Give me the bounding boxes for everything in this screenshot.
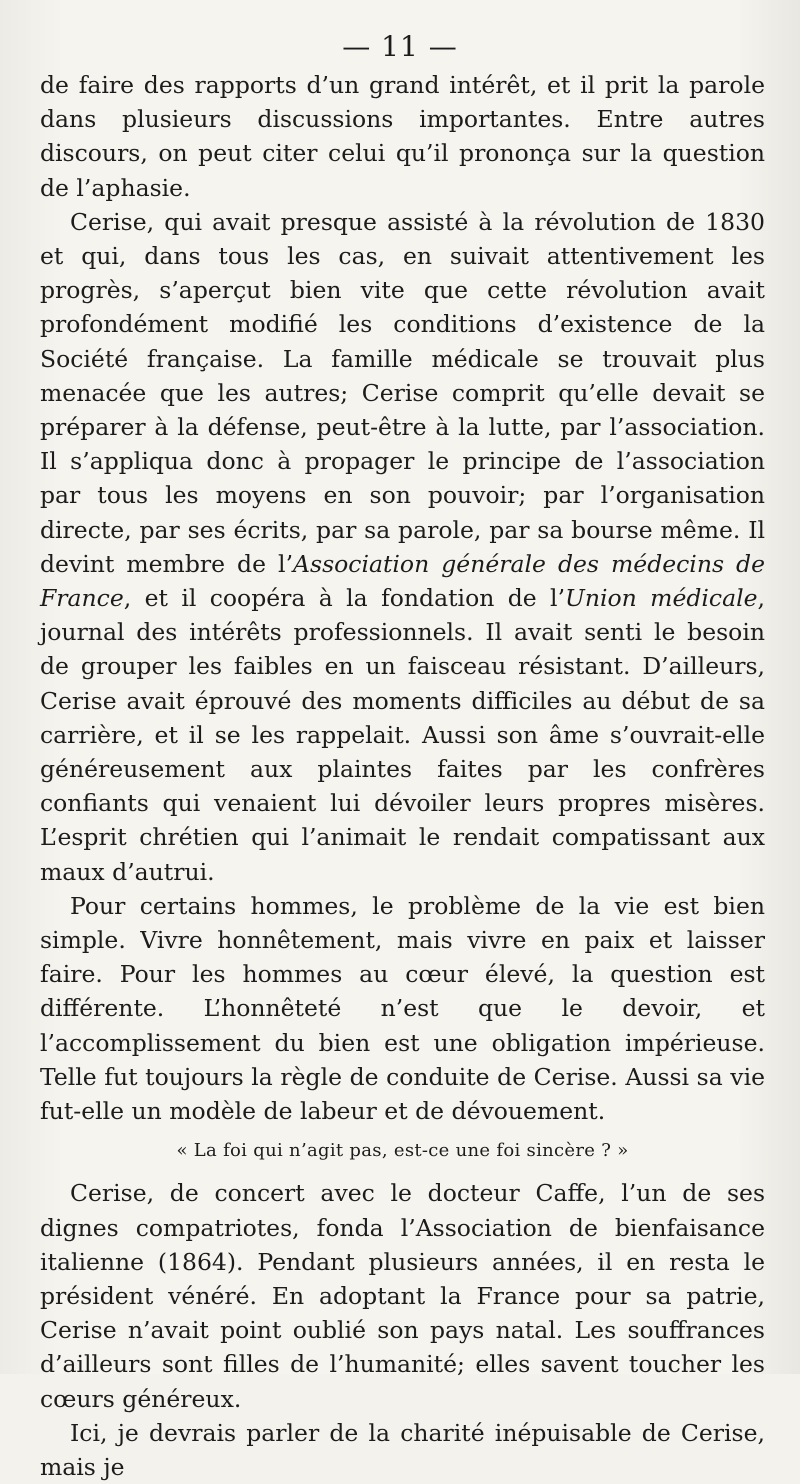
text-run: « La foi qui n’agit pas, est-ce une foi sincère ? »: [176, 1140, 629, 1162]
italic-title: Union médicale: [565, 584, 758, 613]
text-run: , journal des intérêts professionnels. Il avait senti le besoin de grouper les faibles en un faisceau résistant. D’ailleurs, Cerise avait éprouvé des moments difficiles au début de sa carrière, et il se les rappelait. Aussi son âme s’ouvrait-elle généreusement aux plaintes faites par les confrères confiants qui venaient lui dévoiler leurs propres misères. L’esprit chrétien qui l’animait le rendait compatissant aux maux d’autrui.: [40, 584, 765, 886]
text-run: de faire des rapports d’un grand intérêt, et il prit la parole dans plusieurs discussions importantes. Entre autres discours, on peut citer celui qu’il prononça sur la question de l’aphasie.: [40, 71, 765, 202]
quotation: [40, 1134, 765, 1168]
italic-title: Association générale des médecins de France: [40, 549, 766, 613]
paragraph: [40, 68, 765, 205]
text-run: Cerise, qui avait presque assisté à la révolution de 1830 et qui, dans tous les cas, en suivait attentivement les progrès, s’aperçut bien vite que cette révolution avait profondément modifié les conditions d’existence de la Société française. La famille médicale se trouvait plus menacée que les autres; Cerise comprit qu’elle devait se préparer à la défense, peut-être à la lutte, par l’association. Il s’appliqua donc à propager le principe de l’association par tous les moyens en son pouvoir; par l’organisation directe, par ses écrits, par sa parole, par sa bourse même. Il devint membre de l’: [40, 207, 765, 578]
text-run: Cerise, de concert avec le docteur Caffe, l’un de ses dignes compatriotes, fonda l’Association de bienfaisance italienne (1864). Pendant plusieurs années, il en resta le président vénéré. En adoptant la France pour sa patrie, Cerise n’avait point oublié son pays natal. Les souffrances d’ailleurs sont filles de l’humanité; elles savent toucher les cœurs généreux.: [40, 1179, 765, 1413]
text-run: Pour certains hommes, le problème de la vie est bien simple. Vivre honnêtement, mais vivre en paix et laisser faire. Pour les hommes au cœur élevé, la question est différente. L’honnêteté n’est que le devoir, et l’accomplissement du bien est une obligation impérieuse. Telle fut toujours la règle de conduite de Cerise. Aussi sa vie fut-elle un modèle de labeur et de dévouement.: [40, 891, 765, 1126]
paragraph: [40, 1176, 765, 1415]
text-run: , et il coopéra à la fondation de l’: [123, 584, 566, 613]
body-text: [40, 68, 765, 1484]
paragraph: [40, 205, 765, 889]
page-number: — 11 —: [342, 30, 458, 63]
paragraph: [40, 1416, 765, 1484]
text-run: Ici, je devrais parler de la charité inépuisable de Cerise, mais je: [40, 1418, 765, 1481]
paragraph: [40, 889, 765, 1128]
